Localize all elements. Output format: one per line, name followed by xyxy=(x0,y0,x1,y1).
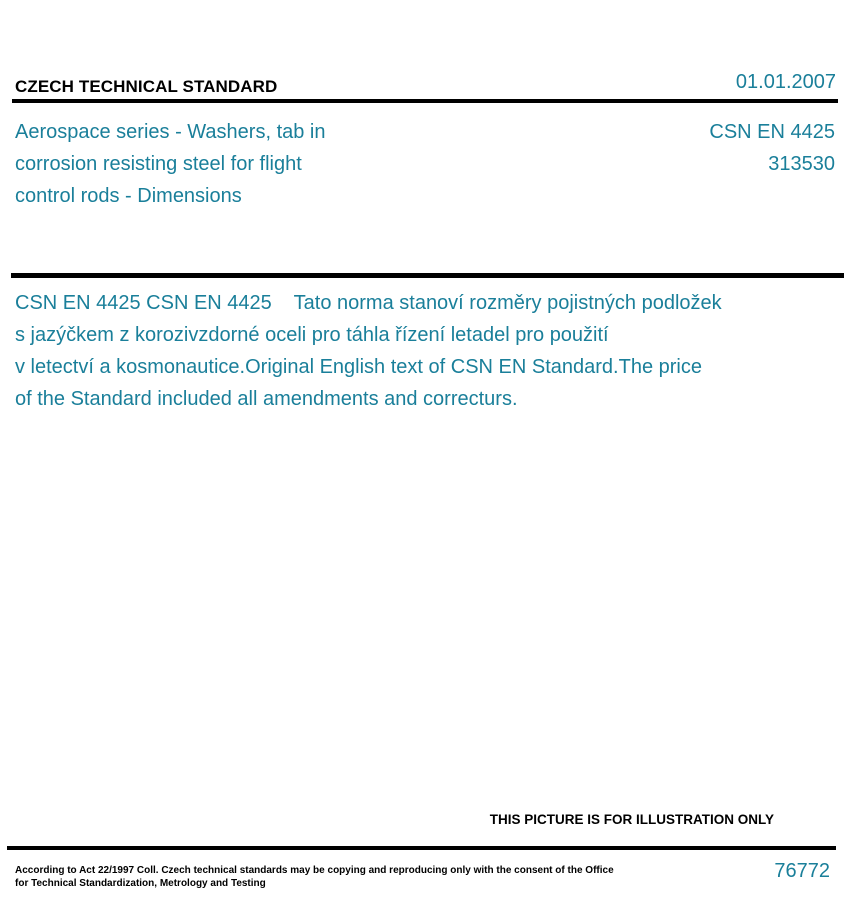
footer-rule xyxy=(7,846,836,850)
publication-date: 01.01.2007 xyxy=(735,71,836,93)
product-id: 76772 xyxy=(774,860,830,882)
standard-description xyxy=(15,287,805,415)
description-line: s jazýčkem z korozivzdorné oceli pro táhla řízení letadel pro použití xyxy=(15,324,609,346)
description-line: CSN EN 4425 CSN EN 4425 Tato norma stanoví rozměry pojistných podložek xyxy=(15,292,722,314)
illustration-disclaimer: THIS PICTURE IS FOR ILLUSTRATION ONLY xyxy=(489,812,774,827)
description-line: v letectví a kosmonautice.Original English text of CSN EN Standard.The price xyxy=(15,356,702,378)
title-line: corrosion resisting steel for flight xyxy=(15,153,302,175)
standard-type-label: CZECH TECHNICAL STANDARD xyxy=(15,77,278,96)
header-rule xyxy=(12,99,838,103)
section-rule xyxy=(11,273,844,278)
standard-title xyxy=(15,116,435,212)
standard-number: CSN EN 4425 xyxy=(709,121,835,143)
copyright-note xyxy=(15,864,615,890)
title-line: control rods - Dimensions xyxy=(15,185,242,207)
description-line: of the Standard included all amendments and correcturs. xyxy=(15,388,518,410)
copyright-note-line: for Technical Standardization, Metrology and Testing xyxy=(15,878,266,889)
title-line: Aerospace series - Washers, tab in xyxy=(15,121,326,143)
classification-number: 313530 xyxy=(768,153,835,175)
copyright-note-line: According to Act 22/1997 Coll. Czech technical standards may be copying and reproducing only with the consent of the Office xyxy=(15,865,614,876)
